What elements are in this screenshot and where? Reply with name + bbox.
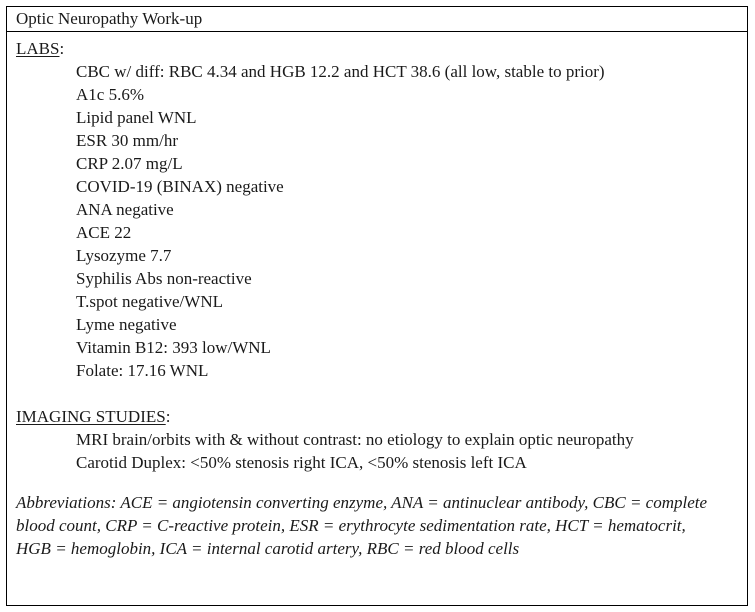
workup-table xyxy=(6,6,748,606)
lab-item-tspot: T.spot negative/WNL xyxy=(76,292,223,311)
lab-item-b12: Vitamin B12: 393 low/WNL xyxy=(76,338,271,357)
table-body xyxy=(7,32,747,560)
lab-item-a1c: A1c 5.6% xyxy=(76,85,144,104)
lab-item-covid: COVID-19 (BINAX) negative xyxy=(76,177,284,196)
table-title: Optic Neuropathy Work-up xyxy=(7,7,747,32)
labs-heading-text: LABS xyxy=(16,39,60,58)
labs-heading: LABS: xyxy=(16,39,65,58)
lab-item-lysozyme: Lysozyme 7.7 xyxy=(76,246,172,265)
imaging-list xyxy=(16,428,747,474)
lab-item-ana: ANA negative xyxy=(76,200,174,219)
abbreviations-note: Abbreviations: ACE = angiotensin converting enzyme, ANA = antinuclear antibody, CBC = complete blood count, CRP = C-reactive protein, ESR = erythrocyte sedimentation rate, HCT = hematocrit, HGB = hemoglobin, ICA = internal carotid artery, RBC = red blood cells xyxy=(16,493,708,558)
labs-list xyxy=(16,60,747,382)
lab-item-lyme: Lyme negative xyxy=(76,315,177,334)
lab-item-syphilis: Syphilis Abs non-reactive xyxy=(76,269,252,288)
lab-item-lipid: Lipid panel WNL xyxy=(76,108,197,127)
lab-item-cbc: CBC w/ diff: RBC 4.34 and HGB 12.2 and HCT 38.6 (all low, stable to prior) xyxy=(76,62,605,81)
lab-item-crp: CRP 2.07 mg/L xyxy=(76,154,183,173)
imaging-item-mri: MRI brain/orbits with & without contrast: no etiology to explain optic neuropathy xyxy=(76,430,634,449)
lab-item-esr: ESR 30 mm/hr xyxy=(76,131,179,150)
imaging-heading-text: IMAGING STUDIES xyxy=(16,407,166,426)
imaging-heading: IMAGING STUDIES: xyxy=(16,407,171,426)
lab-item-folate: Folate: 17.16 WNL xyxy=(76,361,209,380)
imaging-item-carotid: Carotid Duplex: <50% stenosis right ICA, <50% stenosis left ICA xyxy=(76,453,527,472)
section-spacer xyxy=(16,382,747,405)
lab-item-ace: ACE 22 xyxy=(76,223,132,242)
